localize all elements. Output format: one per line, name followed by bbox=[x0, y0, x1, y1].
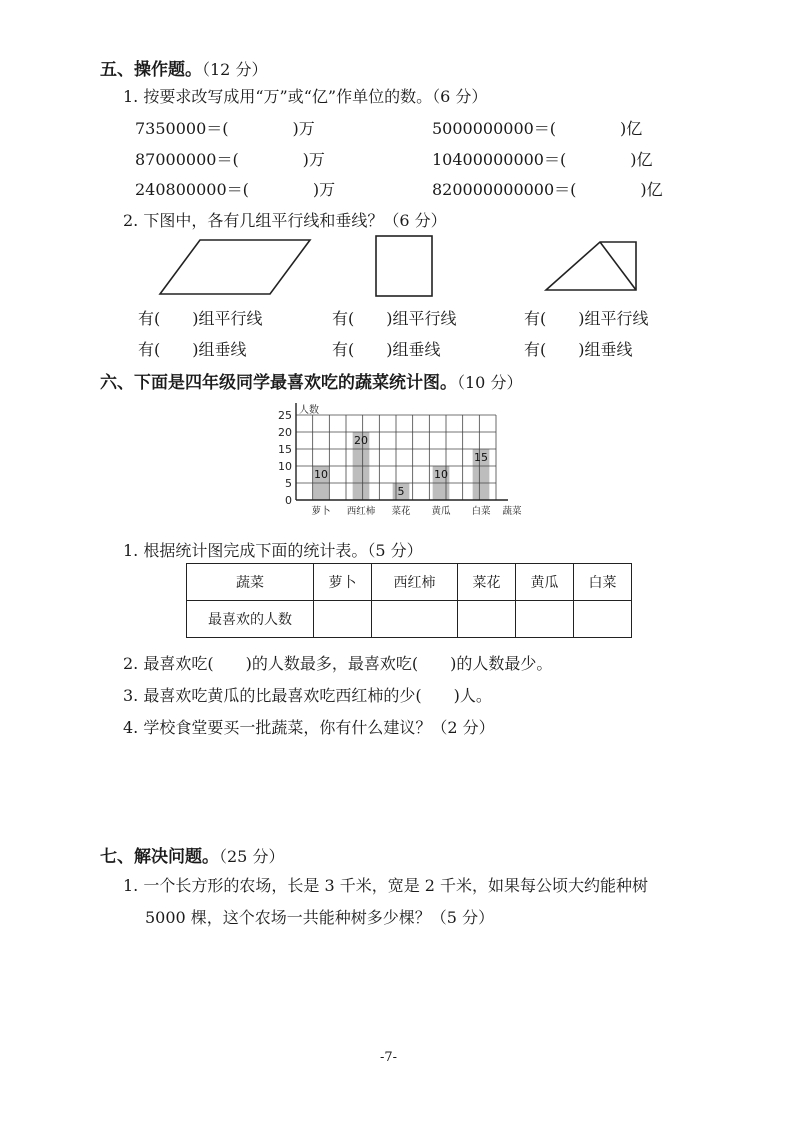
fig1-parallel-label: 有( )组平行线 bbox=[138, 309, 263, 328]
chart-data-label: 10 bbox=[314, 468, 328, 481]
chart-y-axis-label: 人数 bbox=[299, 405, 319, 416]
statistics-table bbox=[186, 563, 632, 638]
chart-y-tick-label: 0 bbox=[285, 494, 292, 507]
table-row bbox=[187, 601, 632, 638]
chart-category-label: 白菜 bbox=[471, 506, 491, 517]
s5-q2-text: 2. 下图中，各有几组平行线和垂线？（6 分） bbox=[123, 211, 447, 230]
fig2-perpendicular-label: 有( )组垂线 bbox=[332, 340, 441, 359]
trapezoid-figure bbox=[546, 242, 636, 290]
table-header-cell: 黄瓜 bbox=[516, 564, 574, 601]
section6-points: （10 分） bbox=[457, 373, 523, 392]
chart-y-tick-label: 15 bbox=[278, 443, 292, 456]
chart-category-label: 菜花 bbox=[391, 506, 411, 517]
chart-y-tick-label: 25 bbox=[278, 409, 292, 422]
chart-category-label: 西红柿 bbox=[346, 506, 376, 517]
table-header-cell: 蔬菜 bbox=[187, 564, 314, 601]
table-header-cell: 萝卜 bbox=[314, 564, 372, 601]
section5-heading bbox=[100, 55, 267, 80]
table-row bbox=[187, 564, 632, 601]
s5-q1-row3-right: 820000000000＝( )亿 bbox=[432, 180, 663, 199]
table-answer-cell[interactable] bbox=[372, 601, 458, 638]
chart-data-label: 10 bbox=[434, 468, 448, 481]
table-header-cell: 菜花 bbox=[458, 564, 516, 601]
table-answer-cell[interactable] bbox=[516, 601, 574, 638]
vegetable-bar-chart bbox=[268, 393, 528, 521]
chart-data-label: 15 bbox=[474, 451, 488, 464]
section6-heading bbox=[100, 368, 522, 393]
chart-data-label: 20 bbox=[354, 434, 368, 447]
table-answer-cell[interactable] bbox=[458, 601, 516, 638]
table-header-cell: 西红柿 bbox=[372, 564, 458, 601]
chart-category-label: 黄瓜 bbox=[431, 506, 451, 517]
s7-q1-line1: 1. 一个长方形的农场，长是 3 千米，宽是 2 千米，如果每公顷大约能种树 bbox=[123, 876, 649, 895]
section5-points: （12 分） bbox=[202, 60, 268, 79]
table-answer-cell[interactable] bbox=[574, 601, 632, 638]
table-answer-cell[interactable] bbox=[314, 601, 372, 638]
section6-title: 六、下面是四年级同学最喜欢吃的蔬菜统计图。 bbox=[100, 373, 457, 393]
chart-y-tick-label: 5 bbox=[285, 477, 292, 490]
section7-points: （25 分） bbox=[219, 847, 285, 866]
s7-q1-line2: 5000 棵，这个农场一共能种树多少棵？（5 分） bbox=[145, 908, 495, 927]
chart-category-label: 萝卜 bbox=[311, 506, 331, 517]
chart-data-label: 5 bbox=[397, 485, 405, 498]
s6-q1-text: 1. 根据统计图完成下面的统计表。（5 分） bbox=[123, 541, 423, 560]
chart-x-axis-label: 蔬菜 bbox=[502, 506, 522, 517]
table-header-cell: 白菜 bbox=[574, 564, 632, 601]
s5-q1-text: 1. 按要求改写成用“万”或“亿”作单位的数。（6 分） bbox=[123, 87, 488, 106]
fig1-perpendicular-label: 有( )组垂线 bbox=[138, 340, 247, 359]
square-figure bbox=[376, 236, 432, 296]
s6-q4-text: 4. 学校食堂要买一批蔬菜，你有什么建议？（2 分） bbox=[123, 718, 495, 737]
s5-q1-row1-right: 5000000000＝( )亿 bbox=[432, 119, 643, 138]
chart-y-tick-label: 10 bbox=[278, 460, 292, 473]
fig3-parallel-label: 有( )组平行线 bbox=[524, 309, 649, 328]
fig2-parallel-label: 有( )组平行线 bbox=[332, 309, 457, 328]
s5-q1-row1-left: 7350000＝( )万 bbox=[135, 119, 315, 138]
chart-y-tick-label: 20 bbox=[278, 426, 292, 439]
s6-q2-text: 2. 最喜欢吃( )的人数最多，最喜欢吃( )的人数最少。 bbox=[123, 654, 553, 673]
s5-q1-row2-left: 87000000＝( )万 bbox=[135, 150, 325, 169]
section7-title: 七、解决问题。 bbox=[100, 847, 219, 867]
geometry-figures bbox=[150, 232, 670, 302]
s6-q3-text: 3. 最喜欢吃黄瓜的比最喜欢吃西红柿的少( )人。 bbox=[123, 686, 492, 705]
table-row-label: 最喜欢的人数 bbox=[187, 601, 314, 638]
fig3-perpendicular-label: 有( )组垂线 bbox=[524, 340, 633, 359]
page-number: -7- bbox=[380, 1050, 398, 1065]
section7-heading bbox=[100, 842, 284, 867]
section5-title: 五、操作题。 bbox=[100, 60, 202, 80]
s5-q1-row3-left: 240800000＝( )万 bbox=[135, 180, 336, 199]
parallelogram-figure bbox=[160, 240, 310, 294]
s5-q1-row2-right: 10400000000＝( )亿 bbox=[432, 150, 653, 169]
